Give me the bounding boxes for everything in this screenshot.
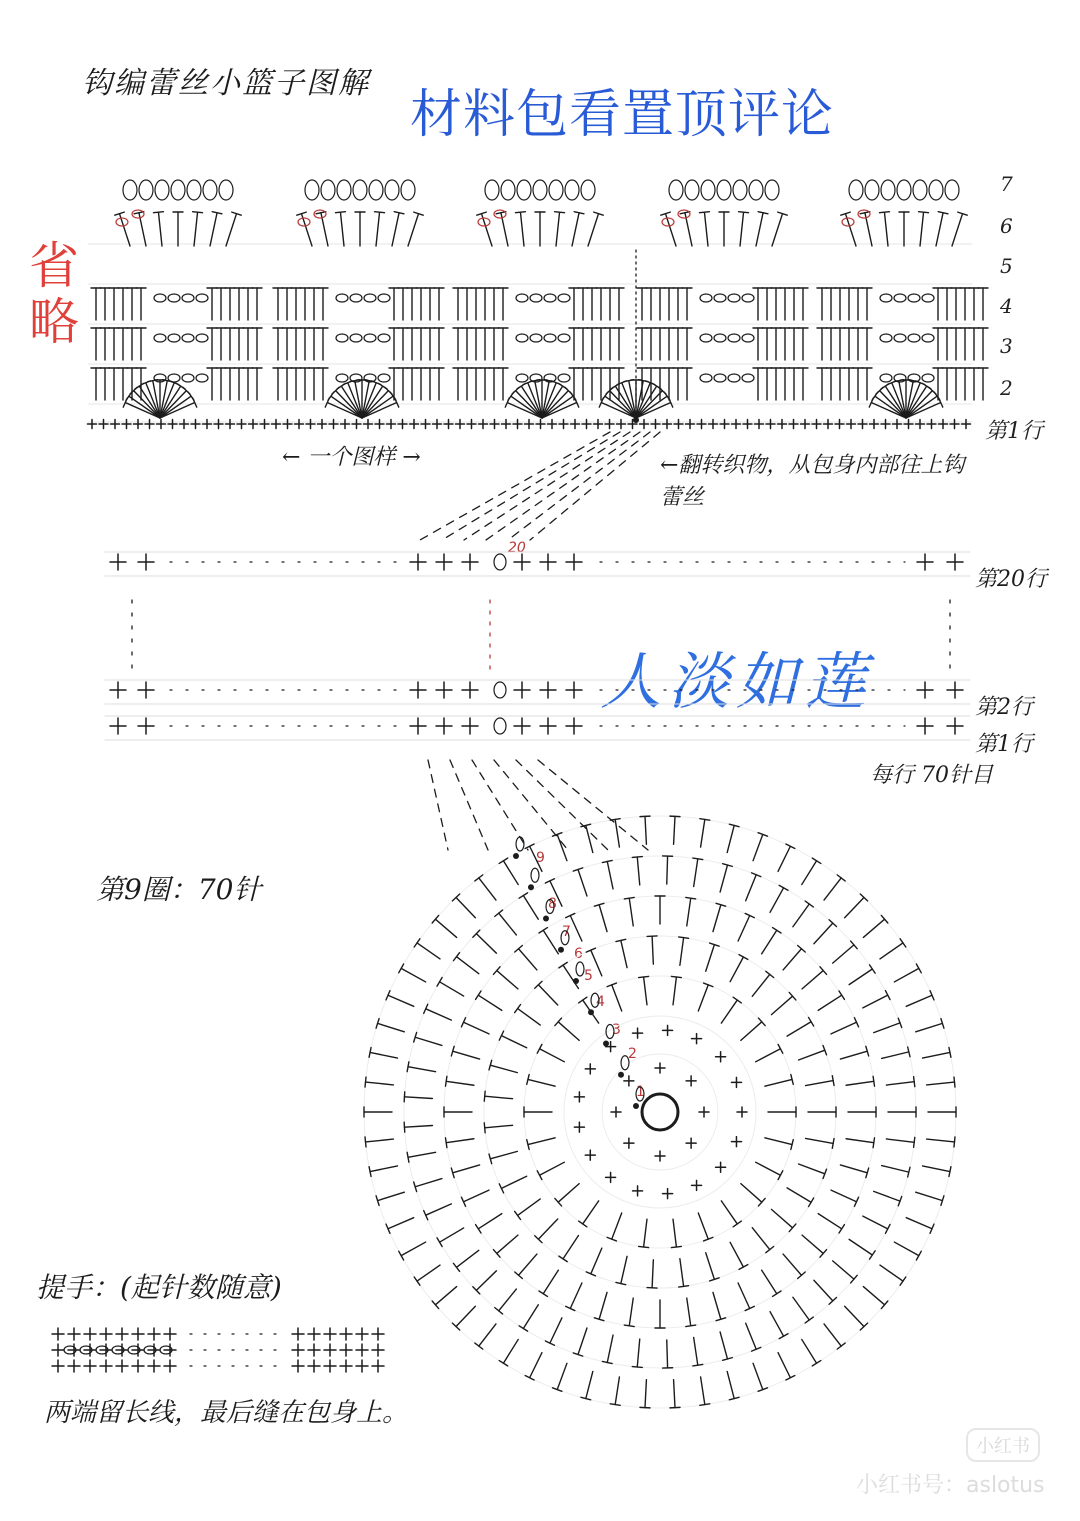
per-row-note: 每行 70针目 [870, 763, 993, 788]
handle-title: 提手：(起针数随意) [36, 1271, 282, 1304]
omitted-mark: 省略 [29, 237, 79, 351]
handle-chart [52, 1328, 384, 1372]
round-number-7: 7 [562, 924, 571, 940]
round-number-9: 9 [536, 850, 545, 866]
author-signature: 人淡如莲 [600, 645, 873, 718]
row-2-label: 第2行 [975, 695, 1033, 720]
round-number-5: 5 [584, 968, 593, 984]
diagram-title: 钩编蕾丝小篮子图解 [82, 66, 370, 101]
basket-body-chart [105, 432, 970, 850]
row-20-label: 第20行 [975, 567, 1047, 592]
round-number-4: 4 [596, 994, 605, 1010]
row-marker-20: 20 [508, 540, 526, 556]
row-1-body-label: 第1行 [975, 732, 1033, 757]
repeat-label: ← 一个图样 → [282, 445, 421, 470]
row-number-3: 3 [1000, 334, 1013, 358]
round-base-chart [364, 816, 956, 1408]
row-number-7: 7 [1000, 172, 1013, 196]
row-number-5: 5 [1000, 254, 1013, 278]
turn-note: ←翻转织物，从包身内部往上钩蕾丝 [660, 453, 965, 510]
round-number-2: 2 [628, 1046, 637, 1062]
handle-note: 两端留长线，最后缝在包身上。 [44, 1398, 409, 1428]
round-number-6: 6 [574, 946, 583, 962]
round-number-8: 8 [548, 896, 557, 912]
round-label: 第9圈：70针 [96, 873, 262, 906]
watermark-id: 小红书号：aslotus [856, 1473, 1045, 1498]
watermark-logo: 小红书 [966, 1428, 1040, 1462]
round-number-3: 3 [612, 1022, 621, 1038]
materials-banner: 材料包看置顶评论 [410, 85, 835, 145]
row-1-label: 第1行 [985, 419, 1043, 444]
row-number-6: 6 [1000, 214, 1013, 238]
row-number-4: 4 [1000, 294, 1013, 318]
lace-border-chart [88, 180, 989, 429]
row-number-2: 2 [1000, 376, 1013, 400]
round-number-1: 1 [636, 1084, 645, 1100]
